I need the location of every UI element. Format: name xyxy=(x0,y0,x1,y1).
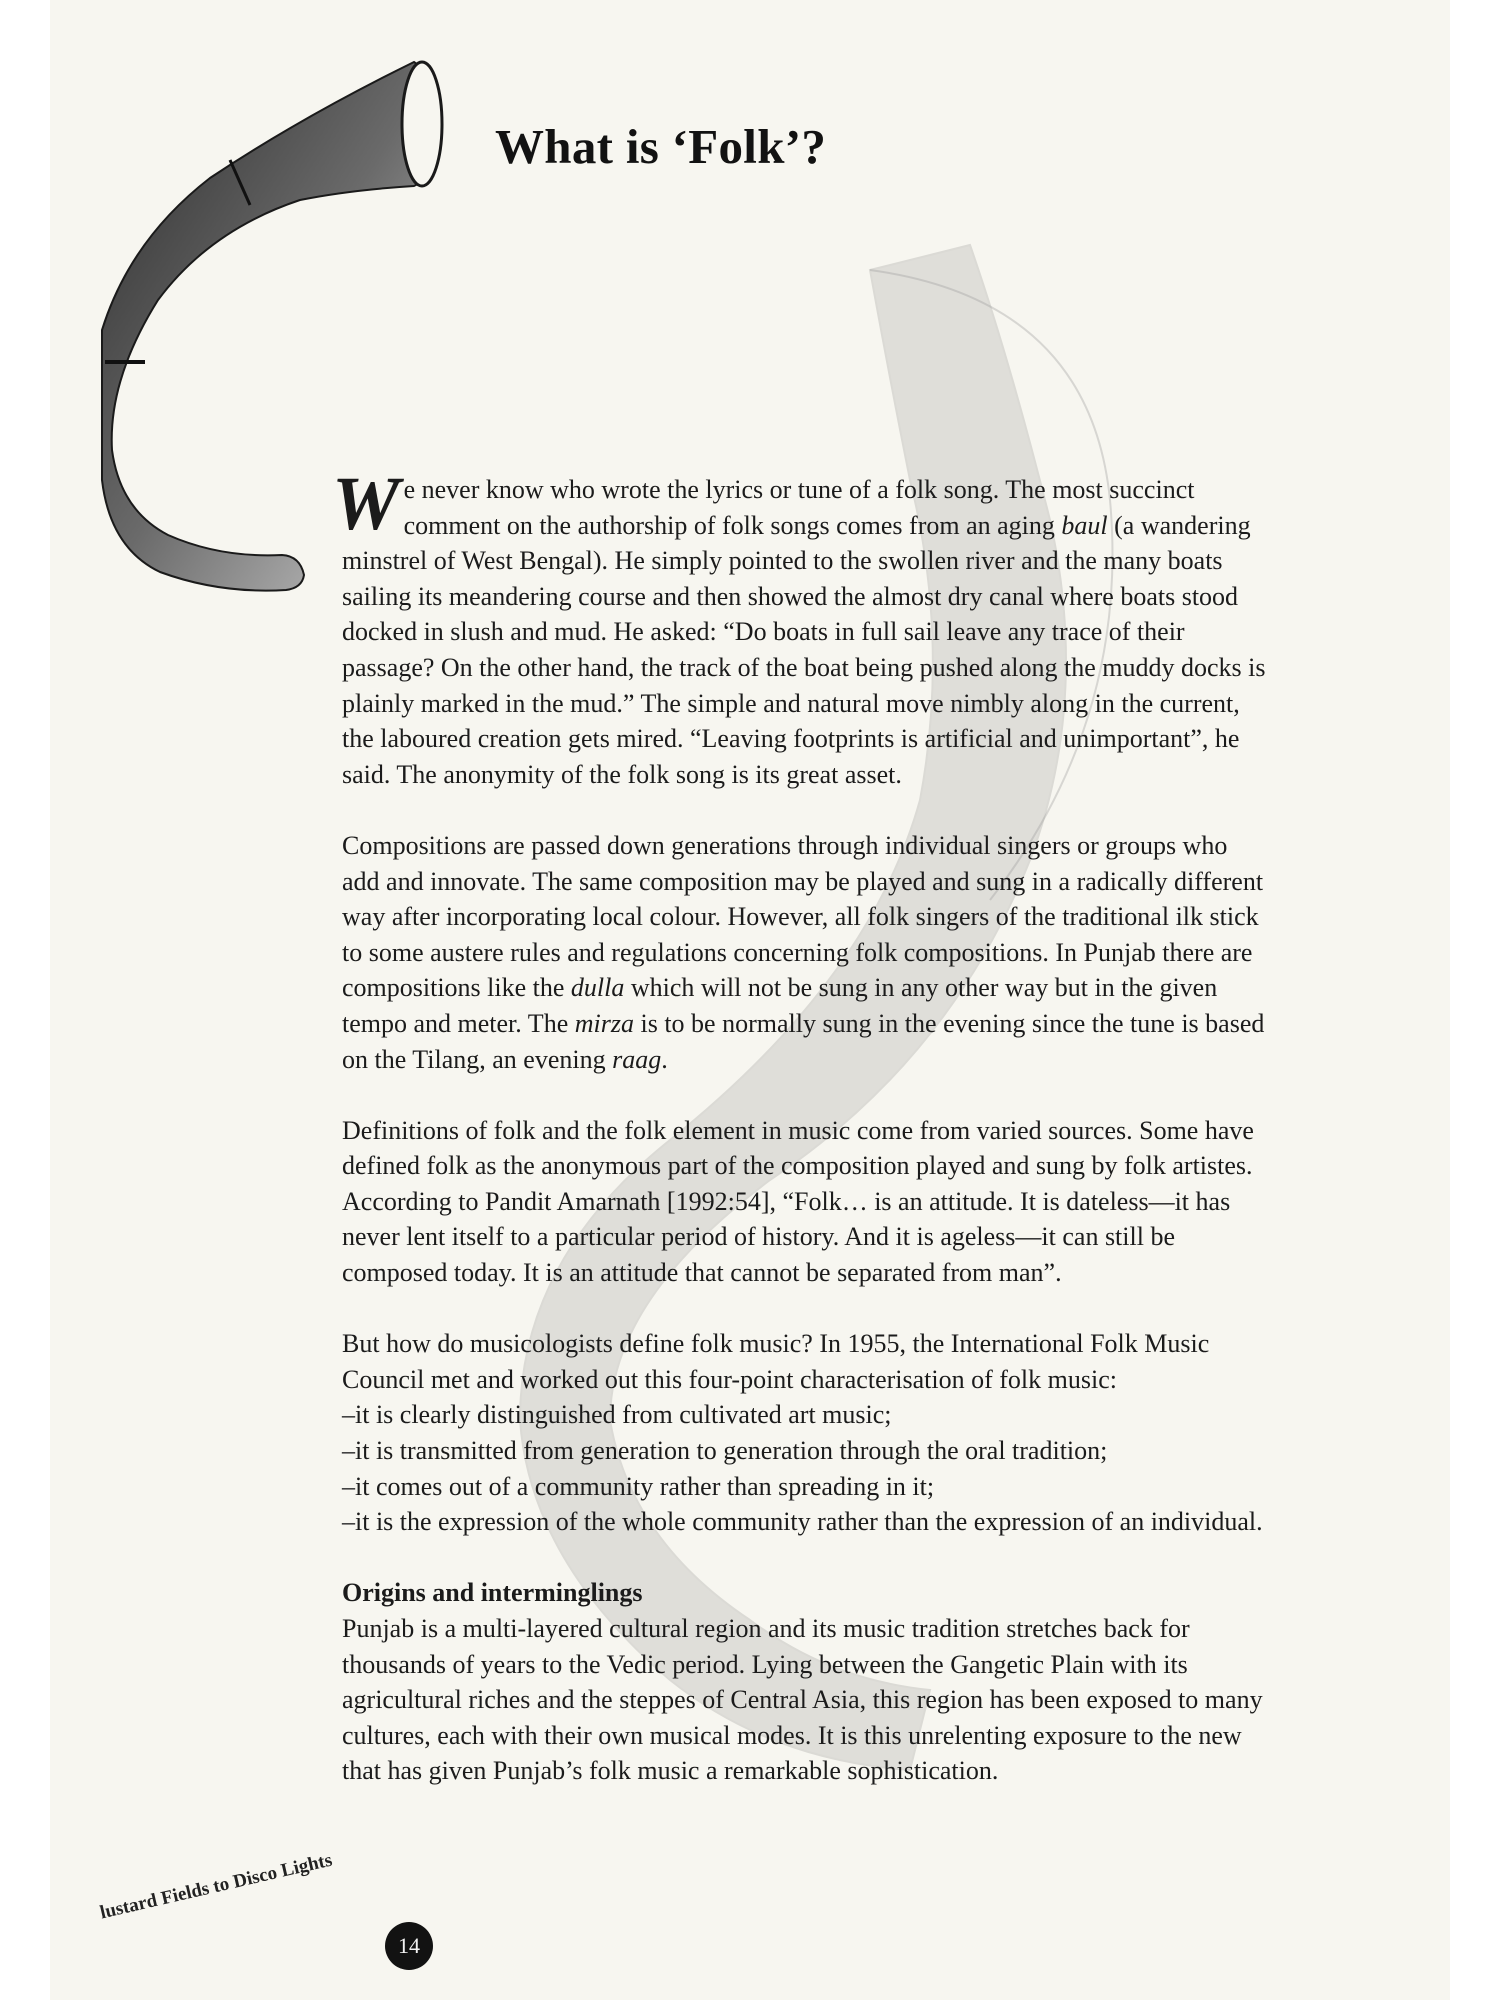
article-body xyxy=(332,462,1462,1789)
list-item: –it is clearly distinguished from cultivated art music; xyxy=(342,1400,892,1430)
page-number-badge: 14 xyxy=(385,1922,433,1970)
text-line: composed today. It is an attitude that cannot be separated from man”. xyxy=(342,1258,1062,1288)
list-item: –it is transmitted from generation to generation through the oral tradition; xyxy=(342,1436,1108,1466)
text-line: e never know who wrote the lyrics or tune of a folk song. The most succinct xyxy=(403,475,1195,504)
text-line: Council met and worked out this four-point characterisation of folk music: xyxy=(342,1364,1117,1394)
text-line: agricultural riches and the steppes of Central Asia, this region has been exposed to many xyxy=(342,1685,1263,1715)
text-line: Compositions are passed down generations through individual singers or groups who xyxy=(342,830,1228,860)
text-line: the laboured creation gets mired. “Leaving footprints is artificial and unimportant”, he xyxy=(342,724,1240,754)
origins-section xyxy=(342,1575,1462,1789)
text-line: sailing its meandering course and then showed the almost dry canal where boats stood xyxy=(342,581,1239,611)
text-line: never lent itself to a particular period of history. And it is ageless—it can still be xyxy=(342,1222,1175,1252)
text-line: cultures, each with their own musical modes. It is this unrelenting exposure to the new xyxy=(342,1720,1242,1750)
text-line: that has given Punjab’s folk music a remarkable sophistication. xyxy=(342,1756,999,1786)
text-line: docked in slush and mud. He asked: “Do boats in full sail leave any trace of their xyxy=(342,617,1185,647)
text-line: way after incorporating local colour. However, all folk singers of the traditional ilk stick xyxy=(342,902,1259,932)
italic-term: mirza xyxy=(574,1008,634,1038)
list-item: –it is the expression of the whole community rather than the expression of an individual. xyxy=(342,1507,1263,1537)
book-page xyxy=(50,0,1450,2000)
text-line: thousands of years to the Vedic period. Lying between the Gangetic Plain with its xyxy=(342,1649,1188,1679)
definitions-paragraph xyxy=(342,1113,1462,1291)
text-line: Punjab is a multi-layered cultural region and its music tradition stretches back for xyxy=(342,1614,1190,1643)
text-line: to some austere rules and regulations concerning folk compositions. In Punjab there are xyxy=(342,937,1253,967)
running-footer-book-title: lustard Fields to Disco Lights xyxy=(98,1849,335,1924)
compositions-paragraph xyxy=(342,828,1462,1077)
italic-term: dulla xyxy=(570,973,625,1003)
text-line: minstrel of West Bengal). He simply pointed to the swollen river and the many boats xyxy=(342,546,1223,576)
italic-term: raag xyxy=(612,1044,662,1074)
list-item: –it comes out of a community rather than spreading in it; xyxy=(342,1471,935,1501)
text-line: passage? On the other hand, the track of the boat being pushed along the muddy docks is xyxy=(342,652,1266,682)
drop-cap: W xyxy=(332,462,400,546)
text-line: said. The anonymity of the folk song is its great asset. xyxy=(342,759,902,789)
section-heading: Origins and interminglings xyxy=(342,1578,643,1608)
text-line: comment on the authorship of folk songs comes from an aging baul (a wandering xyxy=(403,510,1251,540)
page-title: What is ‘Folk’? xyxy=(495,119,827,174)
text-line: on the Tilang, an evening raag. xyxy=(342,1044,668,1074)
text-line: add and innovate. The same composition may be played and sung in a radically different xyxy=(342,866,1264,896)
text-line: According to Pandit Amarnath [1992:54], “Folk… is an attitude. It is dateless—it has xyxy=(342,1186,1231,1216)
text-line: compositions like the dulla which will not be sung in any other way but in the given xyxy=(342,973,1218,1003)
musicologists-paragraph xyxy=(342,1326,1462,1540)
italic-term: baul xyxy=(1061,510,1108,540)
text-line: defined folk as the anonymous part of the composition played and sung by folk artistes. xyxy=(342,1151,1253,1181)
text-line: plainly marked in the mud.” The simple and natural move nimbly along in the current, xyxy=(342,688,1240,718)
text-line: Definitions of folk and the folk element in music come from varied sources. Some have xyxy=(342,1115,1254,1145)
text-line: But how do musicologists define folk music? In 1955, the International Folk Music xyxy=(342,1329,1210,1359)
intro-paragraph xyxy=(332,462,1462,792)
text-line: tempo and meter. The mirza is to be normally sung in the evening since the tune is based xyxy=(342,1008,1265,1038)
